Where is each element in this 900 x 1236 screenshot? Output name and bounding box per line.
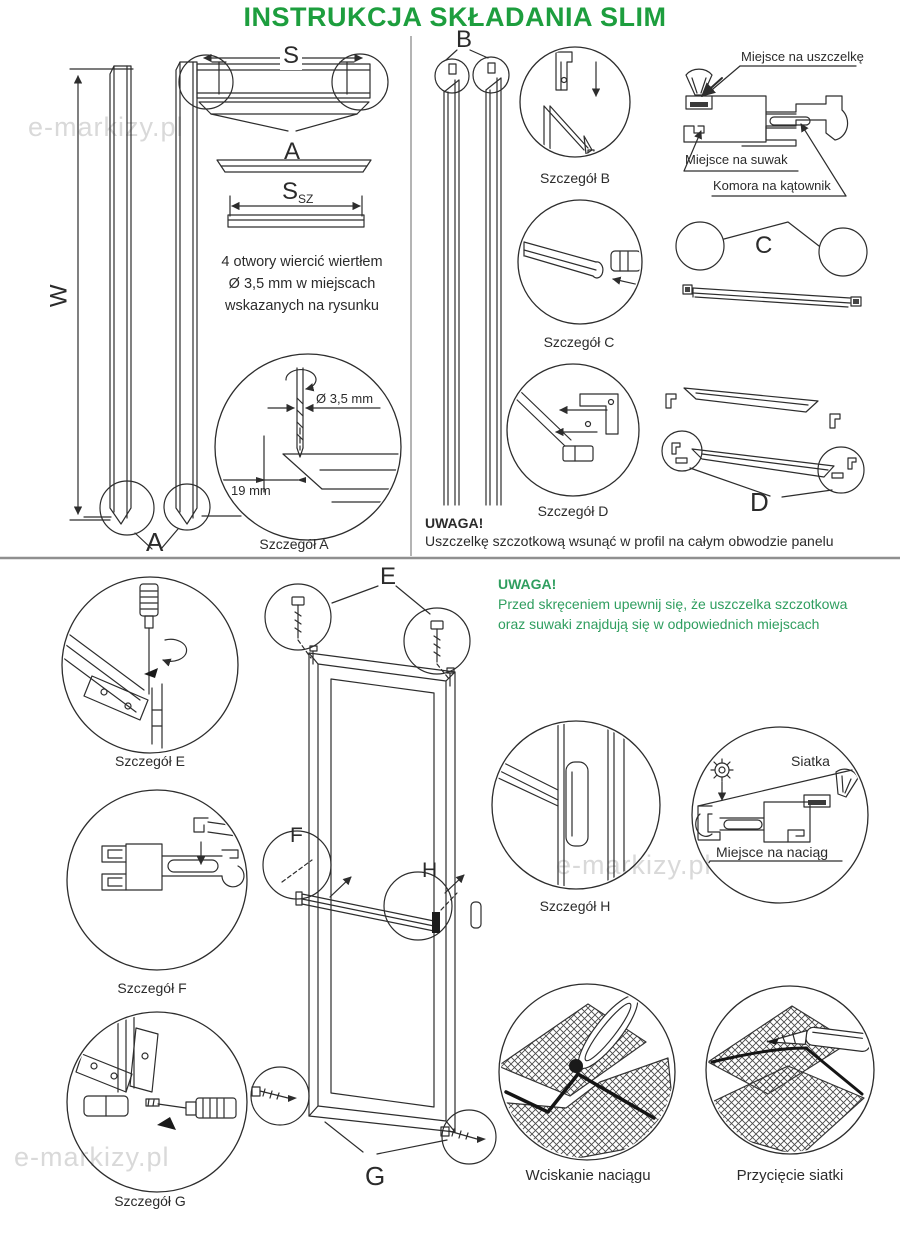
label-naciag: Miejsce na naciąg <box>716 844 829 860</box>
siatka-section-drawing <box>692 727 868 903</box>
part-a-label: A <box>284 138 301 165</box>
caption-przyciecie: Przycięcie siatki <box>736 1167 844 1184</box>
label-suwak: Miejsce na suwak <box>685 152 788 167</box>
detail-f-drawing <box>67 790 250 970</box>
detail-a-caption: Szczegół A <box>259 536 329 552</box>
detail-d-caption: Szczegół D <box>537 503 609 519</box>
dim-ssz-label: $S_{SZ}$ <box>282 178 314 206</box>
detail-h-caption: Szczegół H <box>539 898 611 914</box>
label-uszczelka: Miejsce na uszczelkę <box>741 49 864 64</box>
part-d-label: D <box>750 487 769 517</box>
bar-d-drawing <box>662 388 864 497</box>
caption-wciskanie: Wciskanie naciągu <box>525 1167 651 1184</box>
part-e-label: E <box>380 563 397 590</box>
dim-offset-label: 19 mm <box>231 483 271 498</box>
dim-s-label: S <box>280 42 302 70</box>
part-c-label: C <box>755 232 773 259</box>
part-g-label: G <box>365 1161 386 1191</box>
warning-bottom-line2: oraz suwaki znajdują się w odpowiednich miejscach <box>498 616 820 632</box>
detail-f-caption: Szczegół F <box>117 980 187 996</box>
dim-w-label: W <box>45 284 73 308</box>
frame-assembly-drawing <box>251 584 496 1164</box>
detail-a-drawing <box>215 354 401 540</box>
detail-h-drawing <box>492 721 660 889</box>
detail-b-drawing <box>520 47 630 158</box>
detail-g-drawing <box>67 1012 247 1192</box>
part-b-label: B <box>456 26 473 53</box>
watermark-top: e-markizy.pl <box>28 112 184 142</box>
part-f-label: F <box>290 824 303 847</box>
detail-b-caption: Szczegół B <box>539 170 611 186</box>
dim-drill-label: Ø 3,5 mm <box>316 391 374 406</box>
detail-c-caption: Szczegół C <box>543 334 615 350</box>
part-h-label: H <box>422 859 438 882</box>
warning-top-title: UWAGA! <box>425 515 484 531</box>
warning-top-text: Uszczelkę szczotkową wsunąć w profil na całym obwodzie panelu <box>425 533 834 549</box>
part-a-bottom-label: A <box>146 527 164 557</box>
profile-cross-section-drawing <box>684 66 856 196</box>
corner-profiles-drawing <box>435 50 509 505</box>
przyciecie-drawing <box>706 986 874 1156</box>
wciskanie-drawing <box>496 984 676 1164</box>
detail-c-drawing <box>518 200 644 324</box>
page-title: INSTRUKCJA SKŁADANIA SLIM <box>243 2 667 32</box>
label-siatka: Siatka <box>791 753 830 769</box>
detail-g-caption: Szczegół G <box>114 1193 186 1209</box>
warning-bottom-line1: Przed skręceniem upewnij się, że uszczelka szczotkowa <box>498 596 848 612</box>
detail-e-caption: Szczegół E <box>114 753 186 769</box>
watermark-middle: e-markizy.pl <box>556 850 712 880</box>
warning-bottom-title: UWAGA! <box>498 576 557 592</box>
detail-d-drawing <box>507 364 639 496</box>
watermark-bottom: e-markizy.pl <box>14 1142 170 1172</box>
detail-e-drawing <box>58 577 238 753</box>
drill-note: 4 otwory wiercić wiertłem Ø 3,5 mm w miejscach wskazanych na rysunku <box>221 254 383 314</box>
label-katownik: Komora na kątownik <box>713 178 831 193</box>
